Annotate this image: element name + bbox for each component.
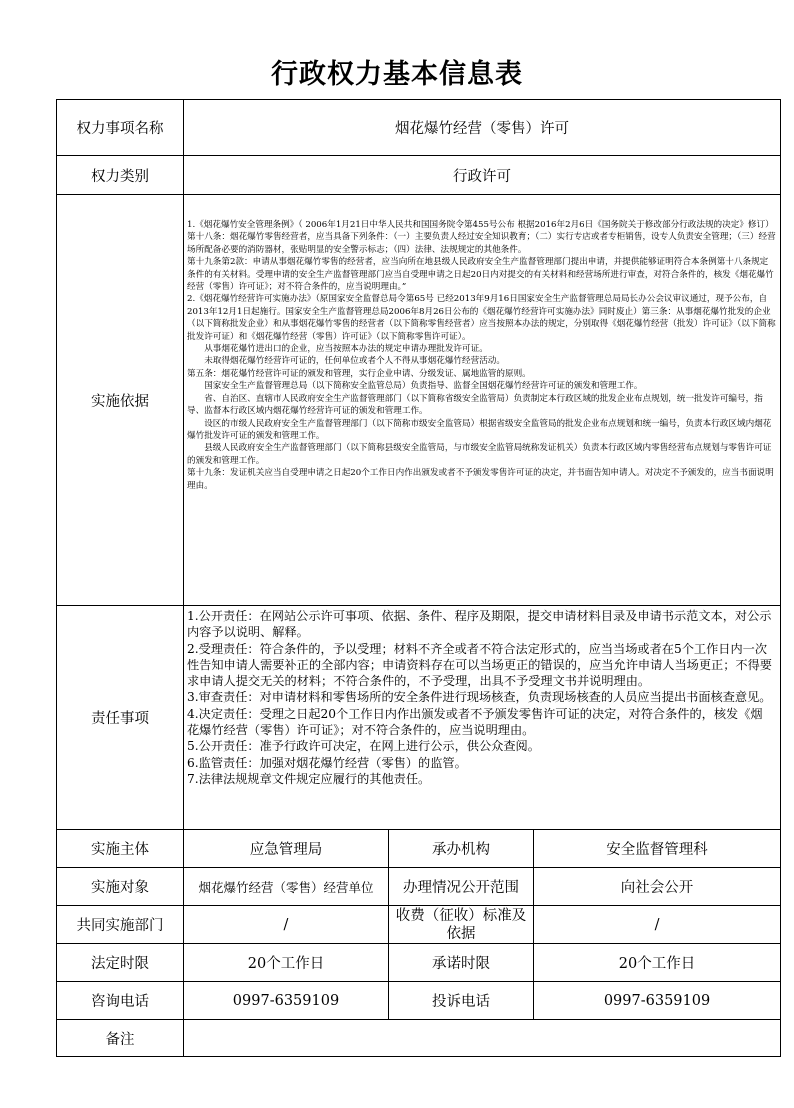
basis-paragraph: 未取得烟花爆竹经营许可证的，任何单位或者个人不得从事烟花爆竹经营活动。: [204, 356, 505, 367]
promise-time-value: 20个工作日: [534, 944, 781, 982]
row-category: [57, 156, 781, 195]
subject-label: 实施主体: [57, 830, 184, 868]
consult-phone-label: 咨询电话: [57, 982, 184, 1020]
basis-paragraph: 第五条：烟花爆竹经营许可证的颁发和管理，实行企业申请、分级发证、属地监管的原则。: [187, 368, 531, 379]
duty-item: 1.公开责任：在网站公示许可事项、依据、条件、程序及期限，提交申请材料目录及申请书示范文本，对公示内容予以说明、解释。: [187, 609, 772, 640]
basis-paragraph: 国家安全生产监督管理总局（以下简称安全监管总局）负责指导、监督全国烟花爆竹经营许可证的颁发和管理工作。: [204, 381, 643, 392]
target-value: 烟花爆竹经营（零售）经营单位: [184, 868, 389, 906]
row-phone: [57, 982, 781, 1020]
duty-item: 7.法律法规规章文件规定应履行的其他责任。: [187, 771, 431, 786]
item-name-label: 权力事项名称: [57, 100, 184, 156]
legal-time-value: 20个工作日: [184, 944, 389, 982]
duty-item: 3.审查责任：对申请材料和零售场所的安全条件进行现场核查，负责现场核查的人员应当提出书面核查意见。: [187, 690, 772, 705]
basis-label: 实施依据: [57, 195, 184, 606]
row-subject: [57, 830, 781, 868]
row-basis: [57, 195, 781, 606]
duty-content: [184, 606, 781, 830]
row-target: [57, 868, 781, 906]
fee-value: /: [534, 906, 781, 944]
complaint-phone-label: 投诉电话: [389, 982, 534, 1020]
info-table: [56, 99, 781, 1057]
remark-value: [184, 1020, 781, 1057]
duty-item: 6.监管责任：加强对烟花爆竹经营（零售）的监管。: [187, 755, 467, 770]
item-name-value: 烟花爆竹经营（零售）许可: [184, 100, 781, 156]
joint-label: 共同实施部门: [57, 906, 184, 944]
joint-value: /: [184, 906, 389, 944]
legal-time-label: 法定时限: [57, 944, 184, 982]
row-item-name: [57, 100, 781, 156]
duty-item: 5.公开责任：准予行政许可决定，在网上进行公示，供公众查阅。: [187, 739, 540, 754]
basis-paragraph: 1.《烟花爆竹安全管理条例》（ 2006年1月21日中华人民共和国国务院令第455号公布 根据2016年2月6日《国务院关于修改部分行政法规的决定》修订）第十八条：烟花爆竹零售经营者，应当具备下列条件：（一）主要负责人经过安全知识教育；（二）实行专店或者专柜销售，设专人负责安全管理；（三）经营场所配备必要的消防器材，张贴明显的安全警示标志；（四）法律、法规规定的其他条件。: [187, 220, 776, 255]
basis-paragraph: 设区的市级人民政府安全生产监督管理部门（以下简称市级安全监管局）根据省级安全监管局的批发企业布点规划和统一编号，负责本行政区域内烟花爆竹批发许可证的颁发和管理工作。: [187, 418, 772, 441]
disclosure-value: 向社会公开: [534, 868, 781, 906]
basis-paragraph: 县级人民政府安全生产监督管理部门（以下简称县级安全监管局，与市级安全监管局统称发证机关）负责本行政区域内零售经营布点规划与零售许可证的颁发和管理工作。: [187, 443, 772, 466]
duty-item: 4.决定责任：受理之日起20个工作日内作出颁发或者不予颁发零售许可证的决定，对符合条件的，核发《烟花爆竹经营（零售）许可证》；对不符合条件的，应当说明理由。: [187, 706, 763, 738]
organizer-value: 安全监督管理科: [534, 830, 781, 868]
organizer-label: 承办机构: [389, 830, 534, 868]
remark-label: 备注: [57, 1020, 184, 1057]
complaint-phone-value: 0997-6359109: [534, 982, 781, 1020]
basis-paragraph: 第十九条：发证机关应当自受理申请之日起20个工作日内作出颁发或者不予颁发零售许可证的决定，并书面告知申请人。对决定不予颁发的，应当书面说明理由。: [187, 468, 774, 491]
row-joint: [57, 906, 781, 944]
document-title: 行政权力基本信息表: [271, 59, 523, 90]
fee-label: 收费（征收）标准及依据: [389, 906, 534, 944]
subject-value: 应急管理局: [184, 830, 389, 868]
promise-time-label: 承诺时限: [389, 944, 534, 982]
row-remark: [57, 1020, 781, 1057]
basis-paragraph: 第十九条第2款：申请从事烟花爆竹零售的经营者，应当向所在地县级人民政府安全生产监督管理部门提出申请，并提供能够证明符合本条例第十八条规定条件的有关材料。受理申请的安全生产监督管理部门应当自受理申请之日起20日内对提交的有关材料和经营场所进行审查，对符合条件的，核发《烟花爆竹经营（零售）许可证》；对不符合条件的，应当说明理由。”: [187, 257, 774, 293]
basis-paragraph: 省、自治区、直辖市人民政府安全生产监督管理部门（以下简称省级安全监管局）负责制定本行政区域的批发企业布点规划，统一批发许可编号，指导、监督本行政区域内烟花爆竹经营许可证的颁发和管理工作。: [187, 393, 763, 417]
consult-phone-value: 0997-6359109: [184, 982, 389, 1020]
basis-content: [184, 195, 781, 606]
duty-label: 责任事项: [57, 606, 184, 830]
disclosure-label: 办理情况公开范围: [389, 868, 534, 906]
duty-item: 2.受理责任：符合条件的，予以受理；材料不齐全或者不符合法定形式的，应当当场或者在5个工作日内一次性告知申请人需要补正的全部内容；申请资料存在可以当场更正的错误的，应当允许申请人当场更正；不得要求申请人提交无关的材料；不符合条件的，不予受理，出具不予受理文书并说明理由。: [187, 641, 772, 689]
category-label: 权力类别: [57, 156, 184, 195]
category-value: 行政许可: [184, 156, 781, 195]
basis-paragraph: 2.《烟花爆竹经营许可实施办法》（原国家安全监督总局令第65号 已经2013年9月16日国家安全生产监督管理总局局长办公会议审议通过，现予公布，自2013年12月1日起施行。国家安全生产监督管理总局2006年8月26日公布的《烟花爆竹经营许可实施办法》同时废止）第三条：从事烟花爆竹批发的企业（以下简称批发企业）和从事烟花爆竹零售的经营者（以下简称零售经营者）应当按照本办法的规定，分别取得《烟花爆竹经营（批发）许可证》（以下简称批发许可证）和《烟花爆竹经营（零售）许可证》（以下简称零售许可证）。: [187, 294, 776, 342]
row-duty: [57, 606, 781, 830]
row-time: [57, 944, 781, 982]
basis-paragraph: 从事烟花爆竹进出口的企业，应当按照本办法的规定申请办理批发许可证。: [204, 344, 488, 355]
target-label: 实施对象: [57, 868, 184, 906]
